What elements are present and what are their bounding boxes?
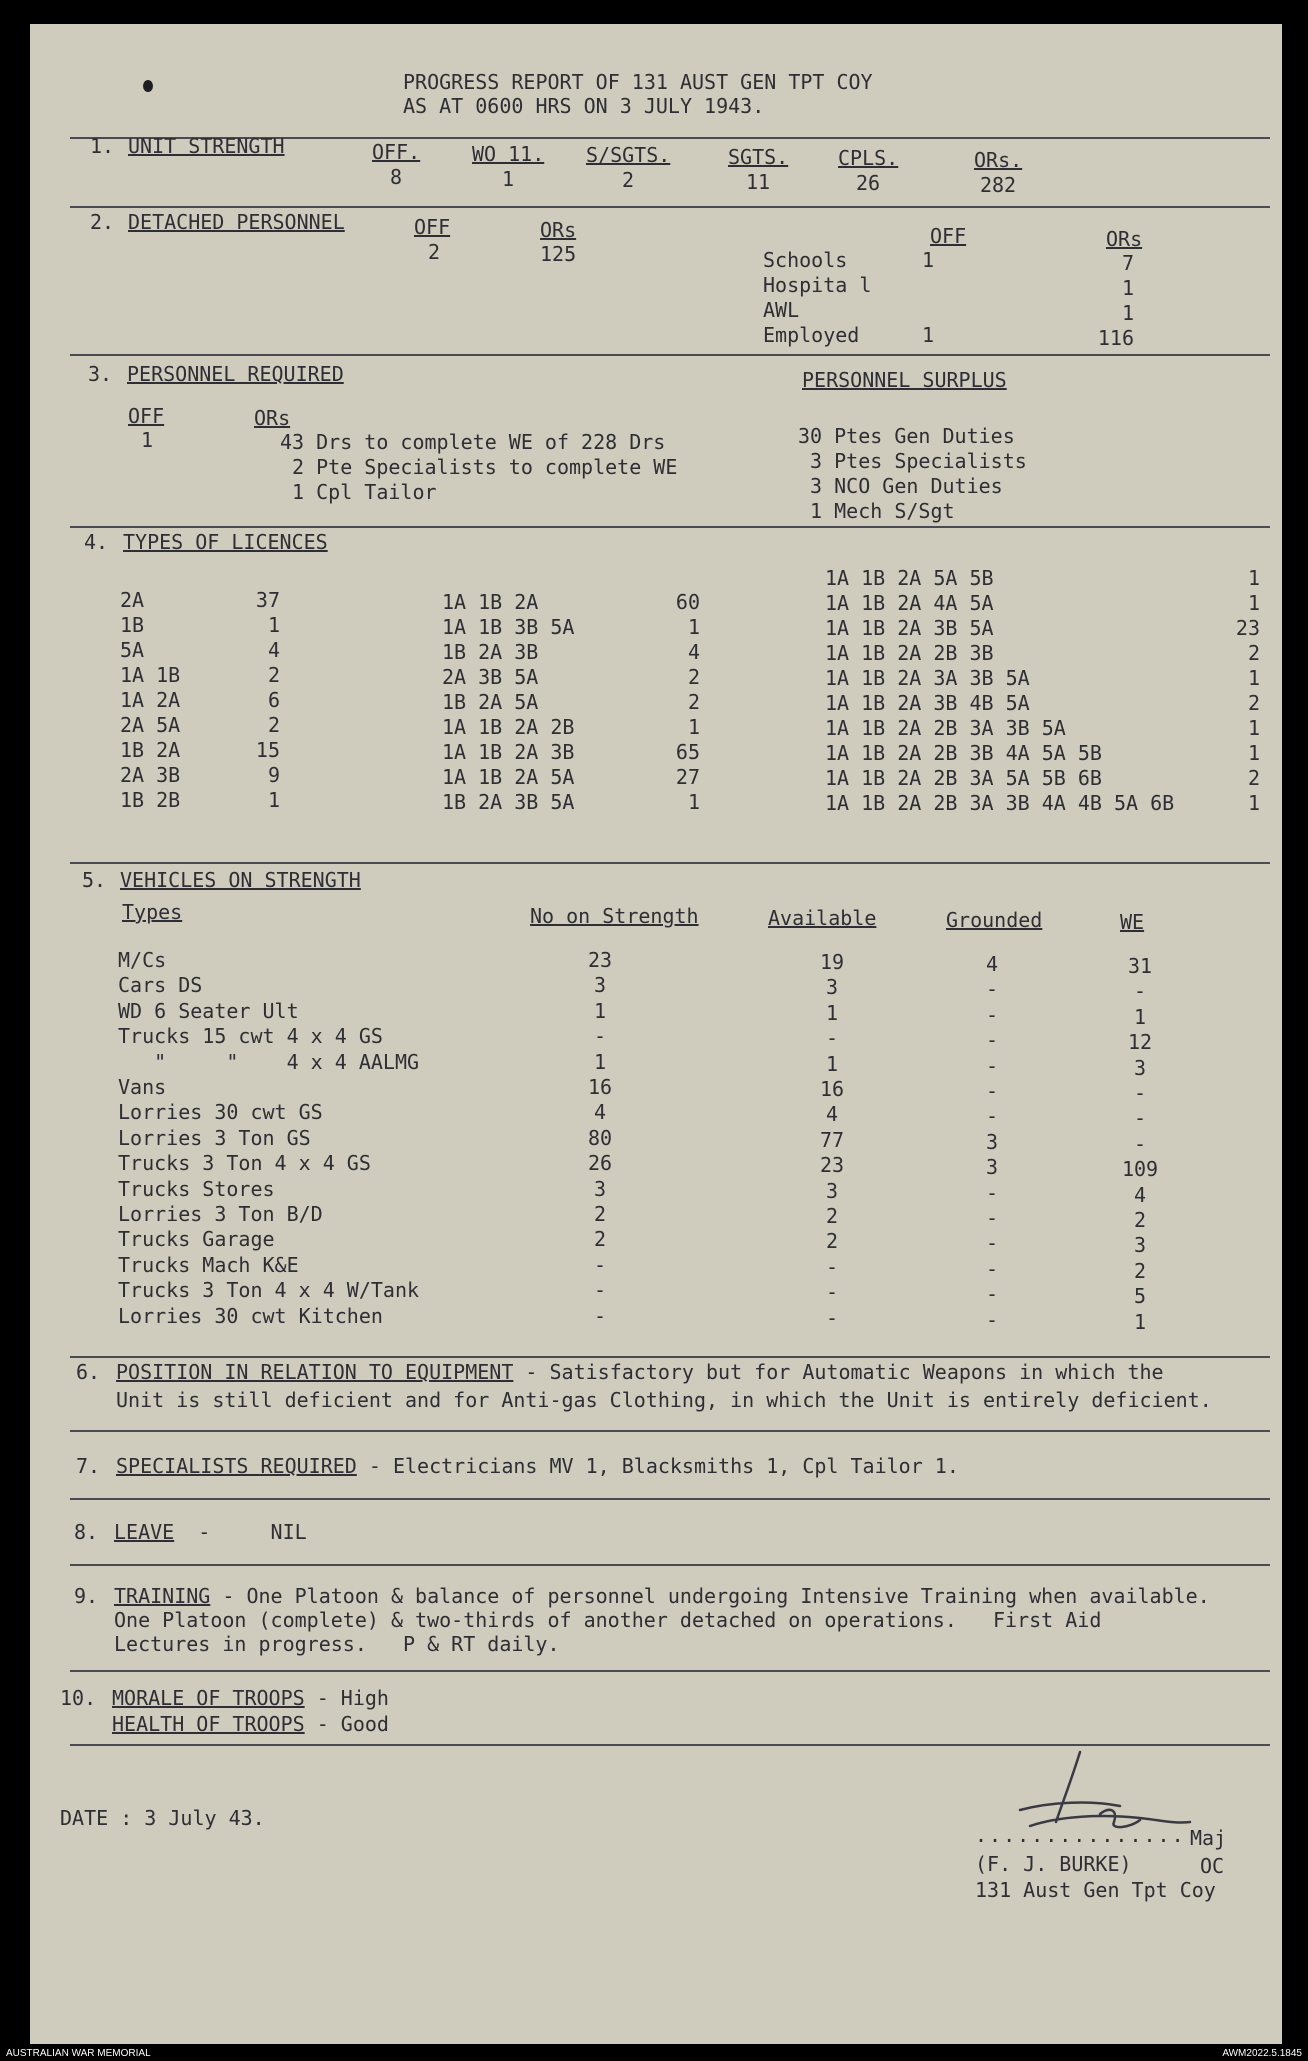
licence-count: 1 [687, 790, 700, 814]
s9-line-3: Lectures in progress. P & RT daily. [114, 1632, 560, 1656]
col-grounded-header: Grounded [946, 908, 1043, 932]
s4-number: 4. [84, 530, 109, 554]
licence-count: 4 [267, 638, 280, 662]
vehicle-available: 19 [819, 950, 845, 974]
vehicle-we: 4 [1133, 1182, 1147, 1207]
licence-count: 37 [255, 588, 280, 612]
signature-unit: 131 Aust Gen Tpt Coy [975, 1878, 1216, 1902]
licence-count: 1 [267, 613, 280, 637]
vehicle-grounded: - [985, 1104, 999, 1129]
divider [70, 354, 1270, 356]
licence-combo: 2A 3B 5A [442, 665, 539, 689]
licence-count: 1 [1247, 666, 1260, 690]
s3-surplus-line: 30 Ptes Gen Duties [798, 424, 1015, 448]
s1-col-label: ORs. [974, 147, 1023, 172]
s2-row-label: Schools [763, 248, 848, 272]
vehicle-available: 1 [825, 1000, 839, 1025]
s1-col-label: CPLS. [838, 146, 899, 170]
vehicle-grounded: 3 [985, 1155, 999, 1180]
licence-combo: 1A 1B [120, 663, 181, 687]
vehicle-available: 4 [825, 1102, 839, 1127]
licence-count: 65 [675, 740, 700, 764]
s1-col-label: SGTS. [728, 144, 789, 169]
s2-ors-value: 125 [540, 242, 577, 266]
s1-col-label: WO 11. [472, 141, 545, 166]
licence-combo: 1A 1B 2A 2B 3A 3B 4A 4B 5A 6B [825, 791, 1175, 815]
s2-row-ors: 116 [1097, 326, 1134, 350]
vehicle-available: 23 [819, 1153, 845, 1178]
vehicle-available: - [825, 1305, 839, 1330]
vehicle-we: - [1133, 979, 1147, 1004]
licence-count: 2 [1247, 641, 1260, 665]
vehicle-grounded: - [985, 1079, 999, 1103]
licence-combo: 1A 1B 2A 2B 3A 5A 5B 6B [825, 766, 1102, 790]
s2-row-ors: 7 [1121, 251, 1134, 275]
vehicle-we: 2 [1133, 1258, 1147, 1283]
s9-heading: TRAINING [114, 1584, 211, 1608]
s3-surplus-line: 3 Ptes Specialists [798, 449, 1027, 473]
s1-col-value: 8 [389, 165, 403, 189]
s6-heading: POSITION IN RELATION TO EQUIPMENT [116, 1360, 514, 1384]
vehicle-strength: 23 [587, 948, 613, 972]
licence-count: 1 [1247, 591, 1260, 615]
vehicle-strength: 80 [587, 1125, 613, 1150]
vehicle-strength: - [593, 1303, 607, 1328]
licence-count: 15 [255, 738, 280, 762]
s6-line-2: Unit is still deficient and for Anti-gas Clothing, in which the Unit is entirely deficient. [116, 1388, 1212, 1412]
s9-line-1 [114, 1584, 1210, 1609]
s2-row-ors: 1 [1121, 276, 1134, 300]
licence-combo: 1A 1B 3B 5A [442, 615, 575, 639]
licence-combo: 2A 5A [120, 713, 181, 737]
s7-text: - Electricians MV 1, Blacksmiths 1, Cpl Tailor 1. [356, 1454, 959, 1478]
s7-line [116, 1454, 959, 1479]
s8-line [114, 1520, 307, 1545]
vehicle-we: 109 [1121, 1157, 1159, 1182]
archive-footer [0, 2046, 1308, 2061]
licence-count: 27 [675, 765, 700, 789]
vehicle-strength: 1 [593, 998, 607, 1023]
s2-break-off-label: OFF [930, 224, 967, 248]
vehicle-type: M/Cs [118, 948, 167, 972]
signature-role: OC [1200, 1854, 1225, 1878]
vehicle-type: Trucks Stores [118, 1176, 275, 1201]
s1-col-value: 11 [745, 169, 771, 194]
s7-heading: SPECIALISTS REQUIRED [116, 1454, 357, 1478]
licence-count: 2 [687, 665, 700, 689]
divider [70, 862, 1270, 864]
vehicle-type: Lorries 30 cwt GS [118, 1100, 323, 1125]
s1-col-value: 2 [621, 168, 635, 192]
col-types-header: Types [122, 900, 183, 924]
s3-surplus-line: 1 Mech S/Sgt [798, 499, 955, 523]
vehicle-we: 1 [1133, 1004, 1147, 1029]
licence-combo: 2A [120, 588, 145, 612]
s8-number: 8. [74, 1520, 99, 1544]
s6-number: 6. [76, 1360, 101, 1384]
ink-mark [143, 80, 153, 92]
vehicle-grounded: 3 [985, 1129, 999, 1154]
licence-combo: 1A 1B 2A 3B [442, 740, 575, 764]
s3-number: 3. [88, 362, 113, 386]
vehicle-type: Trucks 3 Ton 4 x 4 GS [118, 1151, 371, 1176]
vehicle-available: - [825, 1026, 839, 1051]
s6-text: - Satisfactory but for Automatic Weapons in which the [513, 1360, 1164, 1384]
vehicle-we: 1 [1133, 1309, 1147, 1334]
s8-text: - NIL [174, 1520, 307, 1544]
s3-off-value: 1 [141, 428, 154, 452]
vehicle-grounded: - [985, 1028, 999, 1053]
vehicle-strength: - [593, 1252, 607, 1277]
s9-line-2: One Platoon (complete) & two-thirds of another detached on operations. First Aid [114, 1608, 1102, 1632]
footer-right: AWM2022.5.1845 [1222, 2048, 1302, 2059]
s9-text: - One Platoon & balance of personnel undergoing Intensive Training when available. [210, 1584, 1210, 1608]
vehicle-we: - [1133, 1106, 1147, 1131]
licence-count: 2 [687, 690, 700, 714]
licence-count: 2 [1247, 691, 1260, 715]
s2-row-label: Employed [763, 323, 860, 347]
s7-number: 7. [76, 1454, 101, 1478]
licence-count: 9 [267, 763, 280, 787]
licence-count: 1 [1247, 566, 1260, 590]
date-label: DATE : [60, 1806, 133, 1830]
licence-combo: 1B [120, 613, 145, 637]
licence-combo: 1B 2B [120, 788, 181, 812]
health-heading: HEALTH OF TROOPS [112, 1712, 305, 1736]
licence-combo: 1A 1B 2A 2B [442, 715, 575, 739]
vehicle-strength: 3 [593, 1176, 607, 1201]
vehicle-type: Cars DS [118, 973, 203, 998]
s3-heading: PERSONNEL REQUIRED [127, 362, 344, 386]
vehicle-available: 2 [825, 1229, 839, 1254]
divider [70, 1356, 1270, 1358]
vehicle-grounded: - [985, 1206, 999, 1230]
licence-count: 2 [267, 713, 280, 737]
vehicle-grounded: - [985, 1282, 999, 1307]
vehicle-grounded: - [985, 1053, 999, 1078]
date-line [60, 1806, 265, 1831]
licence-combo: 5A [120, 638, 145, 662]
s2-heading: DETACHED PERSONNEL [128, 210, 345, 234]
signature-name: (F. J. BURKE) [975, 1852, 1132, 1876]
vehicle-strength: 4 [593, 1100, 607, 1125]
s3-ors-label: ORs [254, 406, 291, 430]
s1-col-value: 26 [855, 171, 881, 195]
divider [70, 206, 1270, 208]
morale-text: - High [304, 1686, 389, 1710]
vehicle-grounded: - [985, 1002, 999, 1027]
s10-number: 10. [60, 1686, 97, 1710]
vehicle-grounded: 4 [985, 952, 999, 976]
vehicle-type: Lorries 3 Ton B/D [118, 1202, 323, 1226]
vehicle-strength: - [593, 1278, 607, 1303]
date-value: 3 July 43. [144, 1806, 265, 1830]
licence-combo: 1A 1B 2A 5A [442, 765, 575, 789]
licence-count: 2 [1247, 766, 1260, 790]
licence-combo: 1A 1B 2A 2B 3B [825, 641, 994, 665]
vehicle-available: 3 [825, 975, 839, 1000]
divider [70, 1564, 1270, 1566]
s2-row-off: 1 [921, 323, 935, 347]
s3-surplus-line: 3 NCO Gen Duties [798, 474, 1003, 498]
morale-line [112, 1686, 389, 1711]
licence-combo: 1B 2A 3B [442, 640, 539, 664]
vehicle-we: - [1133, 1081, 1147, 1105]
s1-heading: UNIT STRENGTH [128, 134, 285, 158]
s1-col-label: S/SGTS. [586, 143, 671, 167]
vehicle-grounded: - [985, 1307, 999, 1332]
licence-combo: 1B 2A [120, 738, 181, 762]
licence-combo: 1A 1B 2A 5A 5B [825, 566, 994, 590]
licence-count: 23 [1235, 616, 1260, 640]
s3-required-line: 1 Cpl Tailor [280, 480, 437, 504]
s2-row-label: AWL [763, 298, 800, 322]
licence-combo: 1A 1B 2A 3A 3B 5A [825, 666, 1030, 690]
vehicle-available: 77 [819, 1127, 845, 1152]
s2-break-ors-label: ORs [1106, 227, 1143, 251]
surplus-heading: PERSONNEL SURPLUS [802, 368, 1007, 392]
licence-count: 1 [687, 715, 700, 739]
licence-count: 4 [687, 640, 700, 664]
vehicle-strength: 3 [593, 973, 607, 998]
s4-heading: TYPES OF LICENCES [123, 530, 328, 554]
vehicle-we: 31 [1127, 954, 1153, 978]
s2-ors-label: ORs [540, 218, 577, 242]
s5-heading: VEHICLES ON STRENGTH [120, 868, 361, 892]
s2-off-value: 2 [428, 240, 441, 264]
s2-number: 2. [90, 210, 115, 234]
s1-col-label: OFF. [372, 140, 421, 164]
s8-heading: LEAVE [114, 1520, 175, 1544]
licence-count: 6 [267, 688, 280, 712]
vehicle-available: 2 [825, 1204, 839, 1228]
s2-off-label: OFF [414, 215, 451, 239]
vehicle-available: - [825, 1280, 839, 1305]
signature-rank: Maj [1190, 1826, 1227, 1850]
vehicle-we: 3 [1133, 1055, 1147, 1080]
vehicle-we: 3 [1133, 1233, 1147, 1258]
s2-row-off: 1 [921, 248, 935, 272]
vehicle-type: " " 4 x 4 AALMG [118, 1049, 420, 1074]
licence-count: 1 [267, 788, 280, 812]
vehicle-available: 16 [819, 1077, 845, 1101]
col-we-header: WE [1120, 910, 1145, 934]
vehicle-type: Lorries 3 Ton GS [118, 1125, 311, 1150]
divider [70, 1498, 1270, 1500]
vehicle-type: Lorries 30 cwt Kitchen [118, 1303, 383, 1328]
vehicle-strength: 16 [587, 1075, 613, 1099]
licence-count: 2 [267, 663, 280, 687]
vehicle-we: 5 [1133, 1284, 1147, 1309]
licence-combo: 1A 1B 2A 2B 3A 3B 5A [825, 716, 1066, 740]
health-text: - Good [304, 1712, 389, 1736]
vehicle-strength: 2 [593, 1202, 607, 1226]
s1-col-value: 1 [501, 166, 515, 191]
licence-count: 1 [687, 615, 700, 639]
s5-number: 5. [82, 868, 107, 892]
divider [70, 1670, 1270, 1672]
vehicle-type: Trucks Garage [118, 1227, 275, 1252]
vehicle-type: Trucks Mach K&E [118, 1252, 299, 1277]
vehicle-available: 1 [825, 1051, 839, 1076]
licence-combo: 1A 1B 2A [442, 590, 539, 614]
vehicle-type: Trucks 3 Ton 4 x 4 W/Tank [118, 1278, 420, 1303]
vehicle-type: Trucks 15 cwt 4 x 4 GS [118, 1024, 383, 1049]
divider [70, 526, 1270, 528]
licence-combo: 1A 1B 2A 3B 4B 5A [825, 691, 1030, 715]
s1-number: 1. [90, 134, 115, 158]
licence-combo: 1A 1B 2A 3B 5A [825, 616, 994, 640]
s9-number: 9. [74, 1584, 99, 1608]
licence-count: 1 [1247, 716, 1260, 740]
s3-required-line: 2 Pte Specialists to complete WE [280, 455, 678, 479]
col-strength-header: No on Strength [530, 904, 699, 928]
divider [70, 1430, 1270, 1432]
vehicle-grounded: - [985, 1256, 999, 1281]
vehicle-grounded: - [985, 977, 999, 1002]
licence-combo: 1A 2A [120, 688, 181, 712]
footer-left: AUSTRALIAN WAR MEMORIAL [6, 2048, 151, 2059]
title-line-1: PROGRESS REPORT OF 131 AUST GEN TPT COY [403, 70, 873, 94]
s2-row-label: Hospita l [763, 273, 872, 297]
licence-count: 1 [1247, 741, 1260, 765]
vehicle-strength: 1 [593, 1049, 607, 1074]
licence-combo: 1B 2A 5A [442, 690, 539, 714]
health-line [112, 1712, 389, 1737]
vehicle-available: 3 [825, 1178, 839, 1203]
s6-line-1 [116, 1360, 1164, 1385]
vehicle-grounded: - [985, 1231, 999, 1256]
s3-off-label: OFF [128, 404, 165, 428]
document-page [30, 24, 1282, 2044]
vehicle-strength: 2 [593, 1227, 607, 1252]
title-line-2: AS AT 0600 HRS ON 3 JULY 1943. [403, 94, 765, 118]
vehicle-available: - [825, 1254, 839, 1279]
licence-combo: 1A 1B 2A 2B 3B 4A 5A 5B [825, 741, 1102, 765]
licence-combo: 1A 1B 2A 4A 5A [825, 591, 994, 615]
s1-col-value: 282 [979, 172, 1017, 197]
licence-combo: 1B 2A 3B 5A [442, 790, 575, 814]
signature-line: ............... [975, 1823, 1186, 1847]
s3-required-line: 43 Drs to complete WE of 228 Drs [280, 430, 666, 454]
vehicle-we: 12 [1127, 1030, 1153, 1055]
vehicle-we: 2 [1133, 1208, 1147, 1232]
vehicle-grounded: - [985, 1180, 999, 1205]
licence-count: 60 [675, 590, 700, 614]
licence-count: 1 [1247, 791, 1260, 815]
morale-heading: MORALE OF TROOPS [112, 1686, 305, 1710]
vehicle-type: WD 6 Seater Ult [118, 998, 299, 1023]
s2-row-ors: 1 [1121, 301, 1134, 325]
vehicle-strength: 26 [587, 1151, 613, 1176]
vehicle-we: - [1133, 1131, 1147, 1156]
col-available-header: Available [768, 906, 877, 930]
licence-combo: 2A 3B [120, 763, 181, 787]
vehicle-strength: - [593, 1024, 607, 1049]
vehicle-type: Vans [118, 1075, 167, 1099]
